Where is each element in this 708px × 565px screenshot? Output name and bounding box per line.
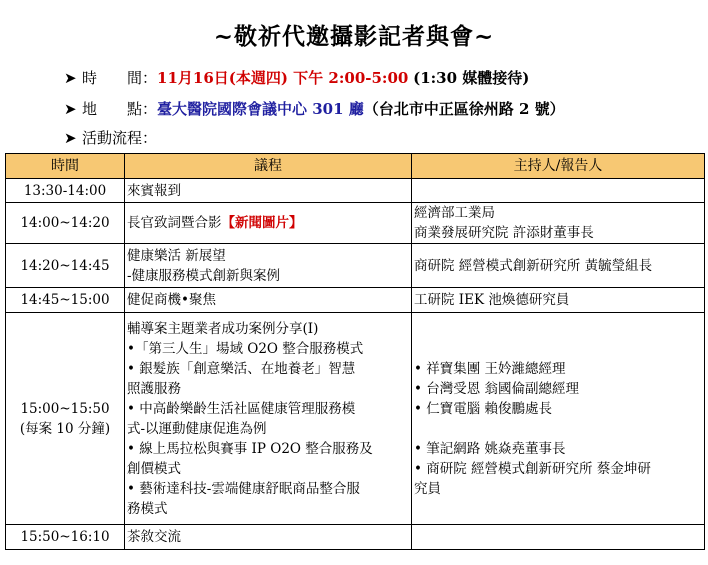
cell-host [412, 288, 705, 313]
page-title: ~敬祈代邀攝影記者與會~ [213, 23, 495, 50]
schedule-table [5, 153, 705, 550]
cell-host [412, 203, 705, 244]
table-row [6, 244, 705, 288]
time-note: (1:30 媒體接待) [413, 69, 530, 87]
cell-host [412, 525, 705, 550]
place-label: 地 點： [82, 100, 158, 118]
table-header-row [6, 154, 705, 179]
info-time [64, 67, 529, 89]
cell-topic [125, 203, 412, 244]
cell-time [6, 179, 125, 203]
cell-topic [125, 244, 412, 288]
time-line: (每案 10 分鐘) [19, 420, 111, 437]
topic-text: 輔導案主題業者成功案例分享(I) [127, 320, 319, 337]
cell-host [412, 313, 705, 525]
topic-text: 式-以運動健康促進為例 [127, 420, 267, 437]
host-line: 工研院 IEK 池煥德研究員 [414, 292, 570, 308]
topic-line [127, 419, 409, 439]
topic-text: 茶敘交流 [127, 529, 181, 545]
topic-text: • 線上馬拉松與賽事 IP O2O 整合服務及 [127, 440, 373, 457]
host-line: • 台灣受恩 翁國倫副總經理 [414, 380, 580, 397]
topic-text: 照護服務 [127, 380, 181, 397]
host-line [414, 319, 702, 339]
cell-time [6, 288, 125, 313]
topic-text: 長官致詞暨合影 [127, 215, 222, 231]
cell-time [6, 525, 125, 550]
time-line: 14:00~14:20 [20, 215, 110, 231]
time-line: 14:45~15:00 [20, 292, 110, 308]
cell-topic [125, 288, 412, 313]
table-row [6, 313, 705, 525]
host-line: 經濟部工業局 [414, 205, 495, 221]
host-line: • 祥寶集團 王妗濰總經理 [414, 360, 566, 377]
flow-label: 活動流程： [82, 129, 158, 147]
cell-time [6, 203, 125, 244]
topic-line [127, 290, 409, 310]
topic-text: 來賓報到 [127, 182, 181, 199]
topic-line [127, 399, 409, 419]
host-line: • 商研院 經營模式創新研究所 蔡金坤研 [414, 460, 651, 477]
host-line [414, 339, 702, 359]
table-row [6, 288, 705, 313]
header-host: 主持人/報告人 [412, 154, 705, 179]
news-photo-tag: 【新聞圖片】 [221, 215, 303, 231]
topic-line [127, 439, 409, 459]
time-line: 15:00~15:50 [20, 400, 110, 417]
info-flow [64, 127, 157, 149]
host-line: • 仁寶電腦 賴俊鵬處長 [414, 400, 553, 417]
time-label: 時 間： [82, 69, 158, 87]
topic-line [127, 181, 409, 201]
table-row [6, 525, 705, 550]
topic-text: • 藝術達科技-雲端健康舒眠商品整合服 [127, 480, 360, 497]
topic-line [127, 459, 409, 479]
topic-line [127, 246, 409, 266]
arrow-icon: ➤ [64, 69, 77, 87]
topic-text: 務模式 [127, 500, 168, 517]
topic-line [127, 379, 409, 399]
topic-line [127, 527, 409, 547]
arrow-icon: ➤ [64, 100, 77, 118]
header-time: 時間 [6, 154, 125, 179]
time-value: 11月16日(本週四) 下午 2:00-5:00 [157, 69, 409, 87]
topic-text: -健康服務模式創新與案例 [127, 267, 281, 284]
topic-text: • 銀髮族「創意樂活、在地養老」智慧 [127, 360, 356, 377]
host-line: 究員 [414, 480, 441, 497]
cell-topic [125, 179, 412, 203]
host-line: 商研院 經營模式創新研究所 黃毓瑩組長 [414, 257, 653, 274]
cell-host [412, 179, 705, 203]
topic-text: •「第三人生」場域 O2O 整合服務模式 [127, 340, 364, 357]
topic-line [127, 266, 409, 286]
topic-line [127, 339, 409, 359]
table-row [6, 203, 705, 244]
host-line [414, 419, 702, 439]
table-body [6, 179, 705, 550]
cell-time [6, 313, 125, 525]
topic-text: 健促商機•聚焦 [127, 292, 216, 308]
time-line: 13:30-14:00 [23, 182, 107, 199]
topic-line [127, 499, 409, 519]
cell-time [6, 244, 125, 288]
topic-line [127, 319, 409, 339]
topic-line [127, 213, 409, 233]
place-value: 臺大醫院國際會議中心 301 廳 [157, 100, 364, 118]
topic-text: • 中高齡樂齡生活社區健康管理服務模 [127, 400, 356, 417]
cell-host [412, 244, 705, 288]
topic-line [127, 359, 409, 379]
table-row [6, 179, 705, 203]
place-note: （台北市中正區徐州路 2 號） [363, 100, 565, 118]
topic-text: 創價模式 [127, 460, 181, 477]
time-line: 14:20~14:45 [20, 257, 110, 274]
header-topic: 議程 [125, 154, 412, 179]
topic-text: 健康樂活 新展望 [127, 247, 226, 264]
topic-line [127, 479, 409, 499]
host-line: 商業發展研究院 許添財董事長 [414, 225, 594, 241]
time-line: 15:50~16:10 [20, 529, 110, 545]
host-line: • 筆記網路 姚焱堯董事長 [414, 440, 566, 457]
cell-topic [125, 313, 412, 525]
info-place [64, 98, 565, 120]
arrow-icon: ➤ [64, 129, 77, 147]
host-line [414, 499, 702, 519]
cell-topic [125, 525, 412, 550]
